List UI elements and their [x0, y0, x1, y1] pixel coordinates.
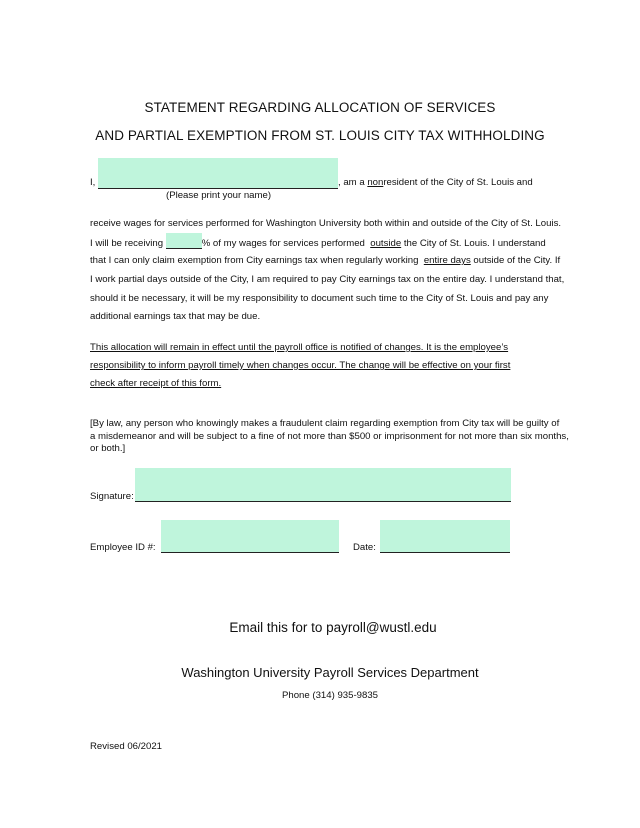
paragraph-1-line-2: I will be receiving % of my wages for services performed outside the City of St. Louis. I understand	[90, 233, 546, 254]
name-caption: (Please print your name)	[166, 190, 272, 201]
date-label: Date:	[353, 542, 376, 553]
paragraph-1-line-1: receive wages for services performed for Washington University both within and outside of the City of St. Louis.	[90, 218, 562, 229]
date-underline	[380, 552, 510, 553]
name-prefix: I,	[90, 177, 96, 188]
name-underline	[98, 188, 338, 189]
name-input[interactable]	[98, 158, 338, 188]
paragraph-2-line-3: check after receipt of this form.	[90, 378, 222, 389]
employee-id-underline	[161, 552, 339, 553]
legal-notice-line-1: [By law, any person who knowingly makes a fraudulent claim regarding exemption from City tax will be guilty of	[90, 418, 560, 429]
paragraph-1-line-4: I work partial days outside of the City, I am required to pay City earnings tax on the entire day. I understand that,	[90, 274, 565, 285]
signature-input[interactable]	[135, 468, 511, 501]
signature-underline	[135, 501, 511, 502]
employee-id-label: Employee ID #:	[90, 542, 156, 553]
date-input[interactable]	[380, 520, 510, 552]
paragraph-2-line-1: This allocation will remain in effect until the payroll office is notified of changes. It is the employee’s	[90, 342, 509, 353]
department-name: Washington University Payroll Services Department	[181, 665, 479, 680]
legal-notice-line-3: or both.]	[90, 443, 126, 454]
paragraph-1-line-5: should it be necessary, it will be my responsibility to document such time to the City of St. Louis and pay any	[90, 293, 549, 304]
percentage-input[interactable]	[166, 233, 202, 249]
email-instruction: Email this for to payroll@wustl.edu	[229, 620, 437, 635]
form-title-line-1: STATEMENT REGARDING ALLOCATION OF SERVICES	[144, 100, 496, 115]
paragraph-2-line-2: responsibility to inform payroll timely when changes occur. The change will be effective on your first	[90, 360, 511, 371]
legal-notice	[90, 418, 569, 456]
legal-notice-line-2: a misdemeanor and will be subject to a fine of not more than $500 or imprisonment for not more than six months,	[90, 430, 569, 442]
paragraph-1-line-6: additional earnings tax that may be due.	[90, 311, 261, 322]
signature-label: Signature:	[90, 491, 134, 502]
employee-id-input[interactable]	[161, 520, 339, 552]
paragraph-1-line-3: that I can only claim exemption from City earnings tax when regularly working entire days outside of the City. If	[90, 255, 561, 266]
revision-date: Revised 06/2021	[90, 741, 163, 752]
form-title-line-2: AND PARTIAL EXEMPTION FROM ST. LOUIS CITY TAX WITHHOLDING	[95, 128, 545, 143]
nonresident-statement: , am a nonresident of the City of St. Louis and	[338, 177, 533, 188]
department-phone: Phone (314) 935-9835	[281, 690, 378, 701]
